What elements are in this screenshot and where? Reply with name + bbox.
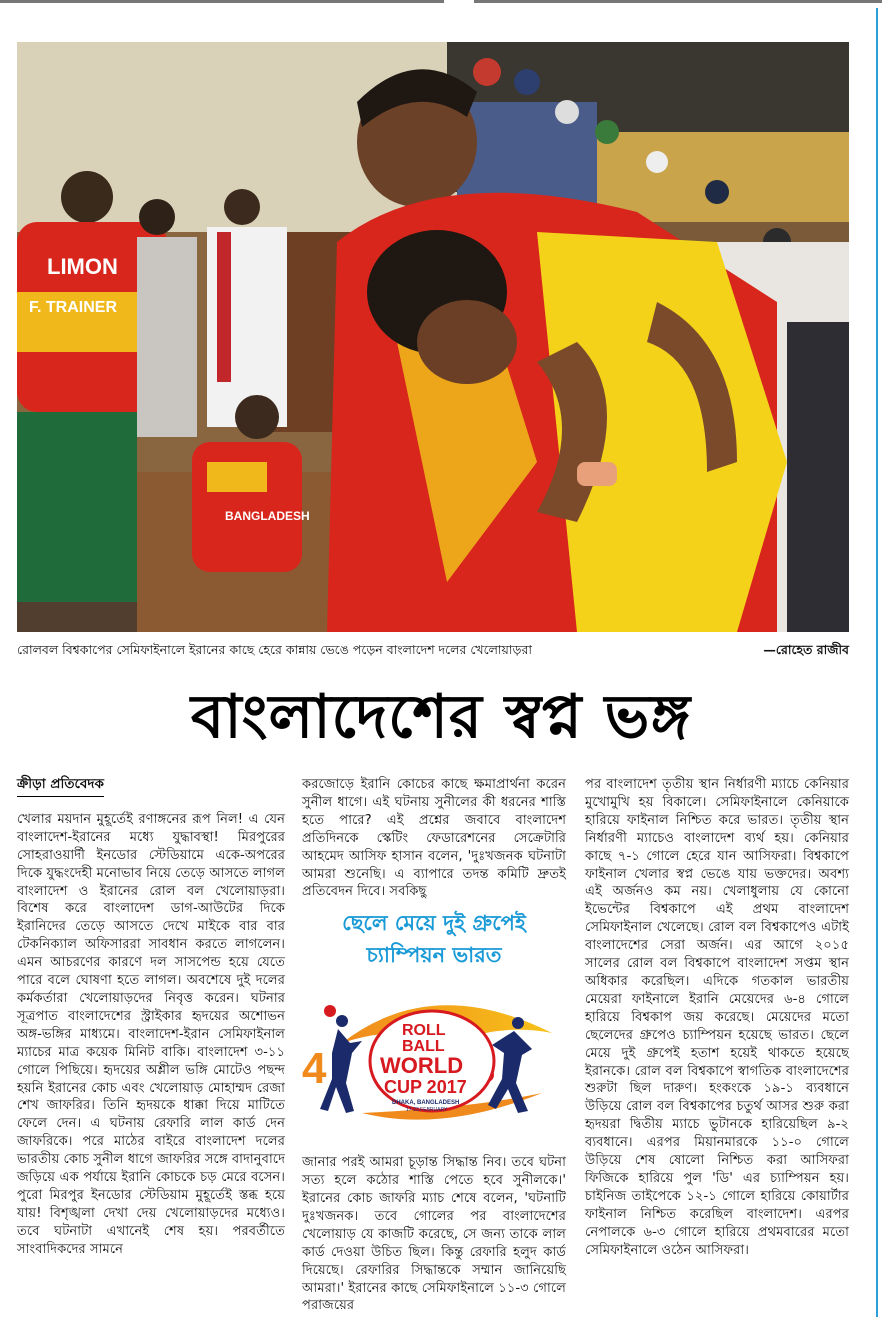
logo-location: DHAKA, BANGLADESH (392, 1100, 460, 1106)
caption-text: রোলবল বিশ্বকাপের সেমিফাইনালে ইরানের কাছে হেরে কান্নায় ভেঙে পড়েন বাংলাদেশ দলের খেলোয়াড়রা (17, 642, 532, 657)
jersey-text-limon: LIMON (47, 254, 118, 279)
article-column-1 (17, 776, 285, 1259)
jersey-text-bangladesh: BANGLADESH (225, 509, 310, 523)
headline: বাংলাদেশের স্বপ্ন ভঙ্গ (190, 682, 692, 752)
article-column-2 (302, 776, 566, 901)
logo-number: 4 (302, 1044, 327, 1093)
jersey-text-trainer: F. TRAINER (29, 299, 117, 316)
top-rule-right (474, 0, 882, 3)
column-3-text: পর বাংলাদেশ তৃতীয় স্থান নির্ধারণী ম্যাচে কেনিয়ার মুখোমুখি হয় বিকালে। সেমিফাইনালে কেনিয়াকে হারিয়ে ফাইনাল নিশ্চিত করে ভারত। তৃতীয় স্থান নির্ধারণী ম্যাচেও বাংলাদেশ ব্যর্থ হয়। কেনিয়ার কাছে ৭-১ গোলে হেরে যান আসিফরা। বিশ্বকাপে ফাইনাল খেলার স্বপ্ন ভেঙে যায় ভক্তদের। অবশ্য এই অর্জনও কম নয়। খেলাধুলায় যে কোনো ইভেন্টের বিশ্বকাপে এই প্রথম বাংলাদেশ সেমিফাইনাল খেলেছে। রোল বল বিশ্বকাপেও এটাই বাংলাদেশের সেরা অর্জন। এর আগে ২০১৫ সালের রোল বল বিশ্বকাপে বাংলাদেশ সপ্তম স্থান অধিকার করেছিল। এদিকে গতকাল ভারতীয় মেয়েরা ফাইনালে ইরানি মেয়েদের ৬-৪ গোলে হারিয়ে বিশ্বকাপ জয় করেছে। মেয়েদের মতো ছেলেদের গ্রুপেও চ্যাম্পিয়ন হয়েছে ভারত। ছেলে মেয়ে দুই গ্রুপেই হতাশ হয়েই থাকতে হয়েছে ইরানকে। রোল বল বিশ্বকাপে স্বাগতিক বাংলাদেশের শুরুটা ছিল দারুণ। হংকংকে ১৯-১ ব্যবধানে উড়িয়ে রোল বল বিশ্বকাপের চতুর্থ আসর শুরু করা হৃদয়রা দ্বিতীয় ম্যাচে ভুটানকে হারিয়েছিল ৯-২ ব্যবধানে। এরপর মিয়ানমারকে ১১-০ গোলে উড়িয়ে শেষ ষোলো নিশ্চিত করা আসিফরা ফিজিকে হারিয়ে পুল 'ডি' এর চ্যাম্পিয়ন হয়। চাইনিজ তাইপেকে ১২-১ গোলে হারিয়ে কোয়ার্টার ফাইনাল নিশ্চিত করেছিল বাংলাদেশ। এরপর নেপালকে ৬-৩ গোলে হারিয়ে প্রথমবারের মতো সেমিফাইনালে ওঠেন আসিফরা। (585, 777, 849, 1258)
inset-title-line-2: চ্যাম্পিয়ন ভারত (366, 943, 502, 967)
news-photo (17, 42, 849, 632)
logo-cup: CUP 2017 (384, 1077, 467, 1097)
photo-credit: —রোহেত রাজীব (763, 642, 849, 657)
article-column-2-bottom (302, 1141, 566, 1329)
photo-caption (17, 642, 849, 662)
article-column-3 (585, 776, 849, 1259)
column-2-top-text: করজোড়ে ইরানি কোচের কাছে ক্ষমাপ্রার্থনা করেন সুনীল ধাগে। এই ঘটনায় সুনীলের কী ধরনের শাস্তি হতে পারে? এই প্রশ্নের জবাবে বাংলাদেশ প্রতিদিনকে স্কেটিং ফেডারেশনের সেক্রেটারি আহমেদ আসিফ হাসান বলেন, 'দুঃখজনক ঘটনাটা আমরা শুনেছি। এ ব্যাপারে তদন্ত কমিটি দ্রুতই প্রতিবেদন দিবে। সবকিছু (302, 777, 566, 900)
inset-box (302, 907, 566, 1137)
logo-dates: 17-23 FEBRUARY (406, 1107, 448, 1113)
byline: ক্রীড়া প্রতিবেদক (17, 776, 104, 797)
logo-world: WORLD (380, 1053, 464, 1078)
column-2-bottom-text: জানার পরই আমরা চূড়ান্ত সিদ্ধান্ত নিব। তবে ঘটনা সত্য হলে কঠোর শাস্তি পেতে হবে সুনীলকে।' ইরানের কোচ জাফরি ম্যাচ শেষে বলেন, 'ঘটনাটি দুঃখজনক। তবে গোলের পর বাংলাদেশের খেলোয়াড় যে কাজটি করেছে, সে জন্য তাকে লাল কার্ড দেওয়া উচিত ছিল। কিন্তু রেফারি হলুদ কার্ড দিয়েছে। রেফারির সিদ্ধান্তকে সম্মান জানিয়েছি আমরা।' ইরানের কাছে সেমিফাইনালে ১১-৩ গোলে পরাজয়ের (302, 1155, 566, 1314)
inset-title-line-1: ছেলে মেয়ে দুই গ্রুপেই (342, 911, 526, 935)
logo-roll: ROLL (402, 1022, 446, 1039)
roll-ball-world-cup-logo (302, 983, 566, 1131)
logo-ball: BALL (402, 1038, 445, 1055)
top-rule-left (0, 0, 444, 3)
column-1-text: খেলার ময়দান মুহূর্তেই রণাঙ্গনের রূপ নিল! এ যেন বাংলাদেশ-ইরানের মধ্যে যুদ্ধাবস্থা! মিরপুরের সোহরাওয়ার্দী ইনডোর স্টেডিয়ামে একে-অপরের দিকে যুদ্ধংদেহী মনোভাব নিয়ে তেড়ে আসতে লাগল বাংলাদেশ ও ইরানের রোল বল খেলোয়াড়রা। বিশেষ করে বাংলাদেশ ডাগ-আউটের দিকে ইরানিদের তেড়ে আসতে দেখে মাইকে বার বার টেকনিক্যাল অফিসাররা সাবধান করতে লাগলেন। এমন আচরণের কারণে দল সাসপেন্ড হয়ে যেতে পারে বলে ঘোষণা হতে লাগল। অবশেষে দুই দলের কর্মকর্তারা খেলোয়াড়দের নিবৃত্ত করেন। ঘটনার সূত্রপাত বাংলাদেশের স্ট্রাইকার হৃদয়ের অশোভন অঙ্গ-ভঙ্গির মাধ্যমে। বাংলাদেশ-ইরান সেমিফাইনাল ম্যাচের মাত্র কয়েক মিনিট বাকি। বাংলাদেশ ৩-১১ গোলে পিছিয়ে। হৃদয়ের অশ্লীল ভঙ্গি মোটেও পছন্দ হয়নি ইরানের কোচ এবং খেলোয়াড় মোহাম্মদ রেজা শেখ জাফরির। তিনি হৃদয়কে ধাক্কা দিয়ে মাটিতে ফেলে দেন। এ ঘটনায় রেফারি লাল কার্ড দেন জাফরিকে। পরে মাঠের বাইরে বাংলাদেশ দলের ভারতীয় কোচ সুনীল ধাগে জাফরির সঙ্গে বাদানুবাদে জড়িয়ে এক পর্যায়ে ইরানি কোচকে চড় মেরে বসেন। পুরো মিরপুর ইনডোর স্টেডিয়াম মুহূর্তেই স্তব্ধ হয়ে যায়! বিশৃঙ্খলা দেখা দেয় খেলোয়াড়দের মধ্যেও। তবে ঘটনাটা এখানেই শেষ হয়। পরবর্তীতে সাংবাদিকদের সামনে (17, 811, 285, 1257)
page-edge-border (876, 8, 878, 1317)
